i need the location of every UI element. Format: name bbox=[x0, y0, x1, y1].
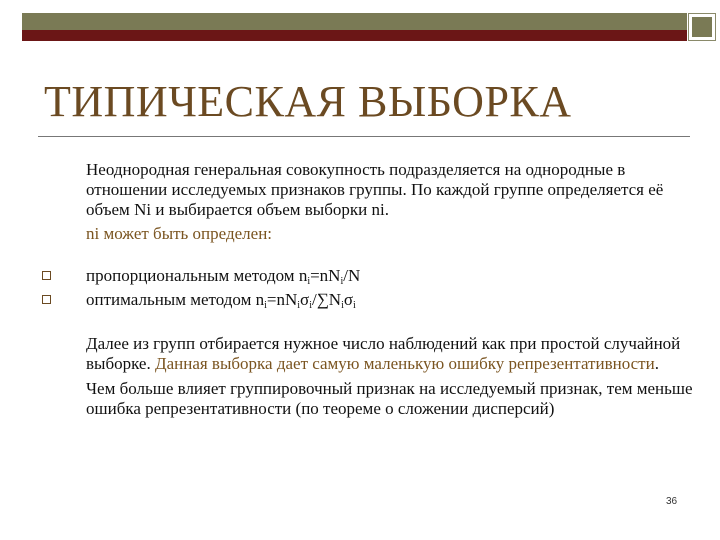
formula-sub: i bbox=[309, 300, 312, 311]
method-item-proportional bbox=[86, 266, 698, 286]
formula-part: /∑N bbox=[311, 290, 342, 309]
formula-sub: i bbox=[341, 300, 344, 311]
intro-paragraph: Неоднородная генеральная совокупность подразделяется на однородные в отношении исследуемых признаков группы. По каждой группе определяется её объем Ni и выбирается объем выборки ni. bbox=[86, 160, 664, 219]
formula-part: =nN bbox=[310, 266, 341, 285]
selection-paragraph bbox=[86, 334, 698, 374]
header-band-olive bbox=[22, 13, 687, 30]
formula-sub: i bbox=[297, 300, 301, 311]
method-label: оптимальным методом bbox=[86, 290, 256, 309]
slide-content bbox=[86, 160, 698, 419]
formula-part: n bbox=[298, 266, 308, 285]
title-divider bbox=[38, 136, 690, 137]
selection-text: Далее из групп отбирается нужное число наблюдений как при простой случайной выборке. bbox=[86, 334, 681, 373]
header-decoration bbox=[0, 0, 720, 46]
formula-part: σ bbox=[300, 290, 310, 309]
formula-part: σ bbox=[343, 290, 354, 309]
formula-part: /N bbox=[343, 266, 361, 285]
method-item-optimal bbox=[86, 290, 698, 310]
bullet-square-icon bbox=[42, 271, 51, 280]
formula-sub: i bbox=[353, 300, 356, 311]
header-band-dark bbox=[22, 30, 687, 41]
formula-sub: i bbox=[264, 300, 267, 311]
formula-sub: i bbox=[307, 276, 311, 287]
header-square-inner bbox=[692, 17, 712, 37]
method-label: пропорциональным методом bbox=[86, 266, 299, 285]
header-square bbox=[688, 13, 716, 41]
slide-title: ТИПИЧЕСКАЯ ВЫБОРКА bbox=[44, 77, 572, 126]
page-number: 36 bbox=[666, 496, 678, 507]
conclusion-paragraph: Чем больше влияет группировочный признак на исследуемый признак, тем меньше ошибка репрезентативности (по теореме о сложении дисперсий) bbox=[86, 379, 693, 418]
formula-sub: i bbox=[340, 276, 344, 287]
selection-end: . bbox=[654, 354, 659, 373]
ni-line: ni может быть определен: bbox=[86, 224, 273, 243]
formula-part: =nN bbox=[266, 290, 298, 309]
selection-highlight: Данная выборка дает самую маленькую ошибку репрезентативности bbox=[154, 354, 655, 373]
formula-part: n bbox=[255, 290, 265, 309]
bullet-square-icon bbox=[42, 295, 51, 304]
